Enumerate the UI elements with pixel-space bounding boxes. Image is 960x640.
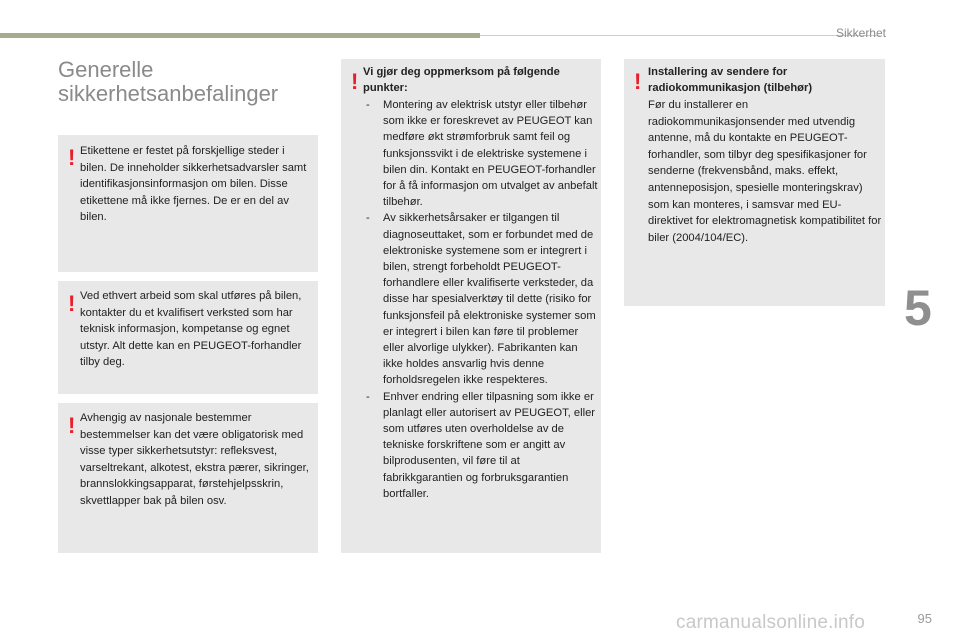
radio-title: Installering av sendere for radiokommunikasjon (tilbehør)	[648, 66, 813, 94]
points-list	[363, 97, 599, 502]
radio-text: Før du installerer en radiokommunikasjonsender med utvendig antenne, må du kontakte en PEUGEOT-forhandler, som tilbyr deg spesifikasjoner for senderne (frekvensbånd, maks. effekt, antenneposisjon, spesielle monteringskrav) som kan monteres, i samsvar med EU-direktivet for elektromagnetisk kompatibilitet for biler (2004/104/EC).	[648, 99, 882, 244]
warning-box-points	[341, 59, 601, 553]
page-title-line2: sikkerhetsanbefalinger	[58, 81, 279, 106]
warning-box-radio	[624, 59, 885, 306]
labels-text: Etikettene er festet på forskjellige steder i bilen. De inneholder sikkerhetsadvarsler samt identifikasjonsinformasjon om bilen. Disse etikettene må ikke fjernes. De er en del av bilen.	[80, 145, 307, 224]
warning-icon: !	[68, 145, 76, 170]
page-title	[58, 58, 278, 106]
list-item: - Montering av elektrisk utstyr eller tilbehør som ikke er foreskrevet av PEUGEOT kan medføre økt strømforbruk samt feil og funksjonssvikt i de elektriske systemene i bilen din. Kontakt en PEUGEOT-forhandler for å få informasjon om utvalget av anbefalt tilbehør.	[363, 97, 599, 210]
workshop-text: Ved ethvert arbeid som skal utføres på bilen, kontakter du et kvalifisert verksted som har teknisk informasjon, kompetanse og egnet utstyr. Alt dette kan en PEUGEOT-forhandler tilby deg.	[80, 290, 302, 369]
warning-icon: !	[68, 413, 76, 438]
header-rule-thin	[480, 35, 880, 36]
chapter-number: 5	[904, 280, 932, 336]
warning-icon: !	[634, 69, 642, 94]
watermark: carmanualsonline.info	[676, 612, 866, 633]
list-item: - Av sikkerhetsårsaker er tilgangen til diagnoseuttaket, som er forbundet med de elektroniske systemene som er integrert i bilen, strengt forbeholdt PEUGEOT-forhandlere eller kvalifiserte verksteder, da disse har spesialverktøy til dette (risiko for funksjonsfeil på elektroniske systemer som er integrert i bilen kan føre til problemer eller alvorlige ulykker). Fabrikanten kan ikke holdes ansvarlig hvis denne forholdsregelen ikke respekteres.	[363, 210, 599, 388]
warning-icon: !	[351, 69, 359, 94]
warning-box-equipment	[58, 403, 318, 553]
equipment-text: Avhengig av nasjonale bestemmer bestemmelser kan det være obligatorisk med visse typer sikkerhetsutstyr: refleksvest, varseltrekant, alkotest, ekstra pærer, sikringer, brannslokkingsapparat, førstehjelpsskrin, skvettlapper bak på bilen osv.	[80, 412, 309, 507]
warning-box-workshop	[58, 281, 318, 394]
warning-box-labels	[58, 135, 318, 272]
section-label: Sikkerhet	[835, 26, 886, 40]
header-rule	[0, 33, 480, 38]
points-title: Vi gjør deg oppmerksom på følgende punkter:	[363, 66, 560, 94]
list-item: - Enhver endring eller tilpasning som ikke er planlagt eller autorisert av PEUGEOT, eller som utføres uten overholdelse av de tekniske forskriftene som er angitt av bilprodusenten, vil føre til at fabrikkgarantien og forbruksgarantien bortfaller.	[363, 389, 599, 502]
page-number: 95	[917, 611, 932, 626]
warning-icon: !	[68, 291, 76, 316]
page-title-line1: Generelle	[58, 57, 154, 82]
